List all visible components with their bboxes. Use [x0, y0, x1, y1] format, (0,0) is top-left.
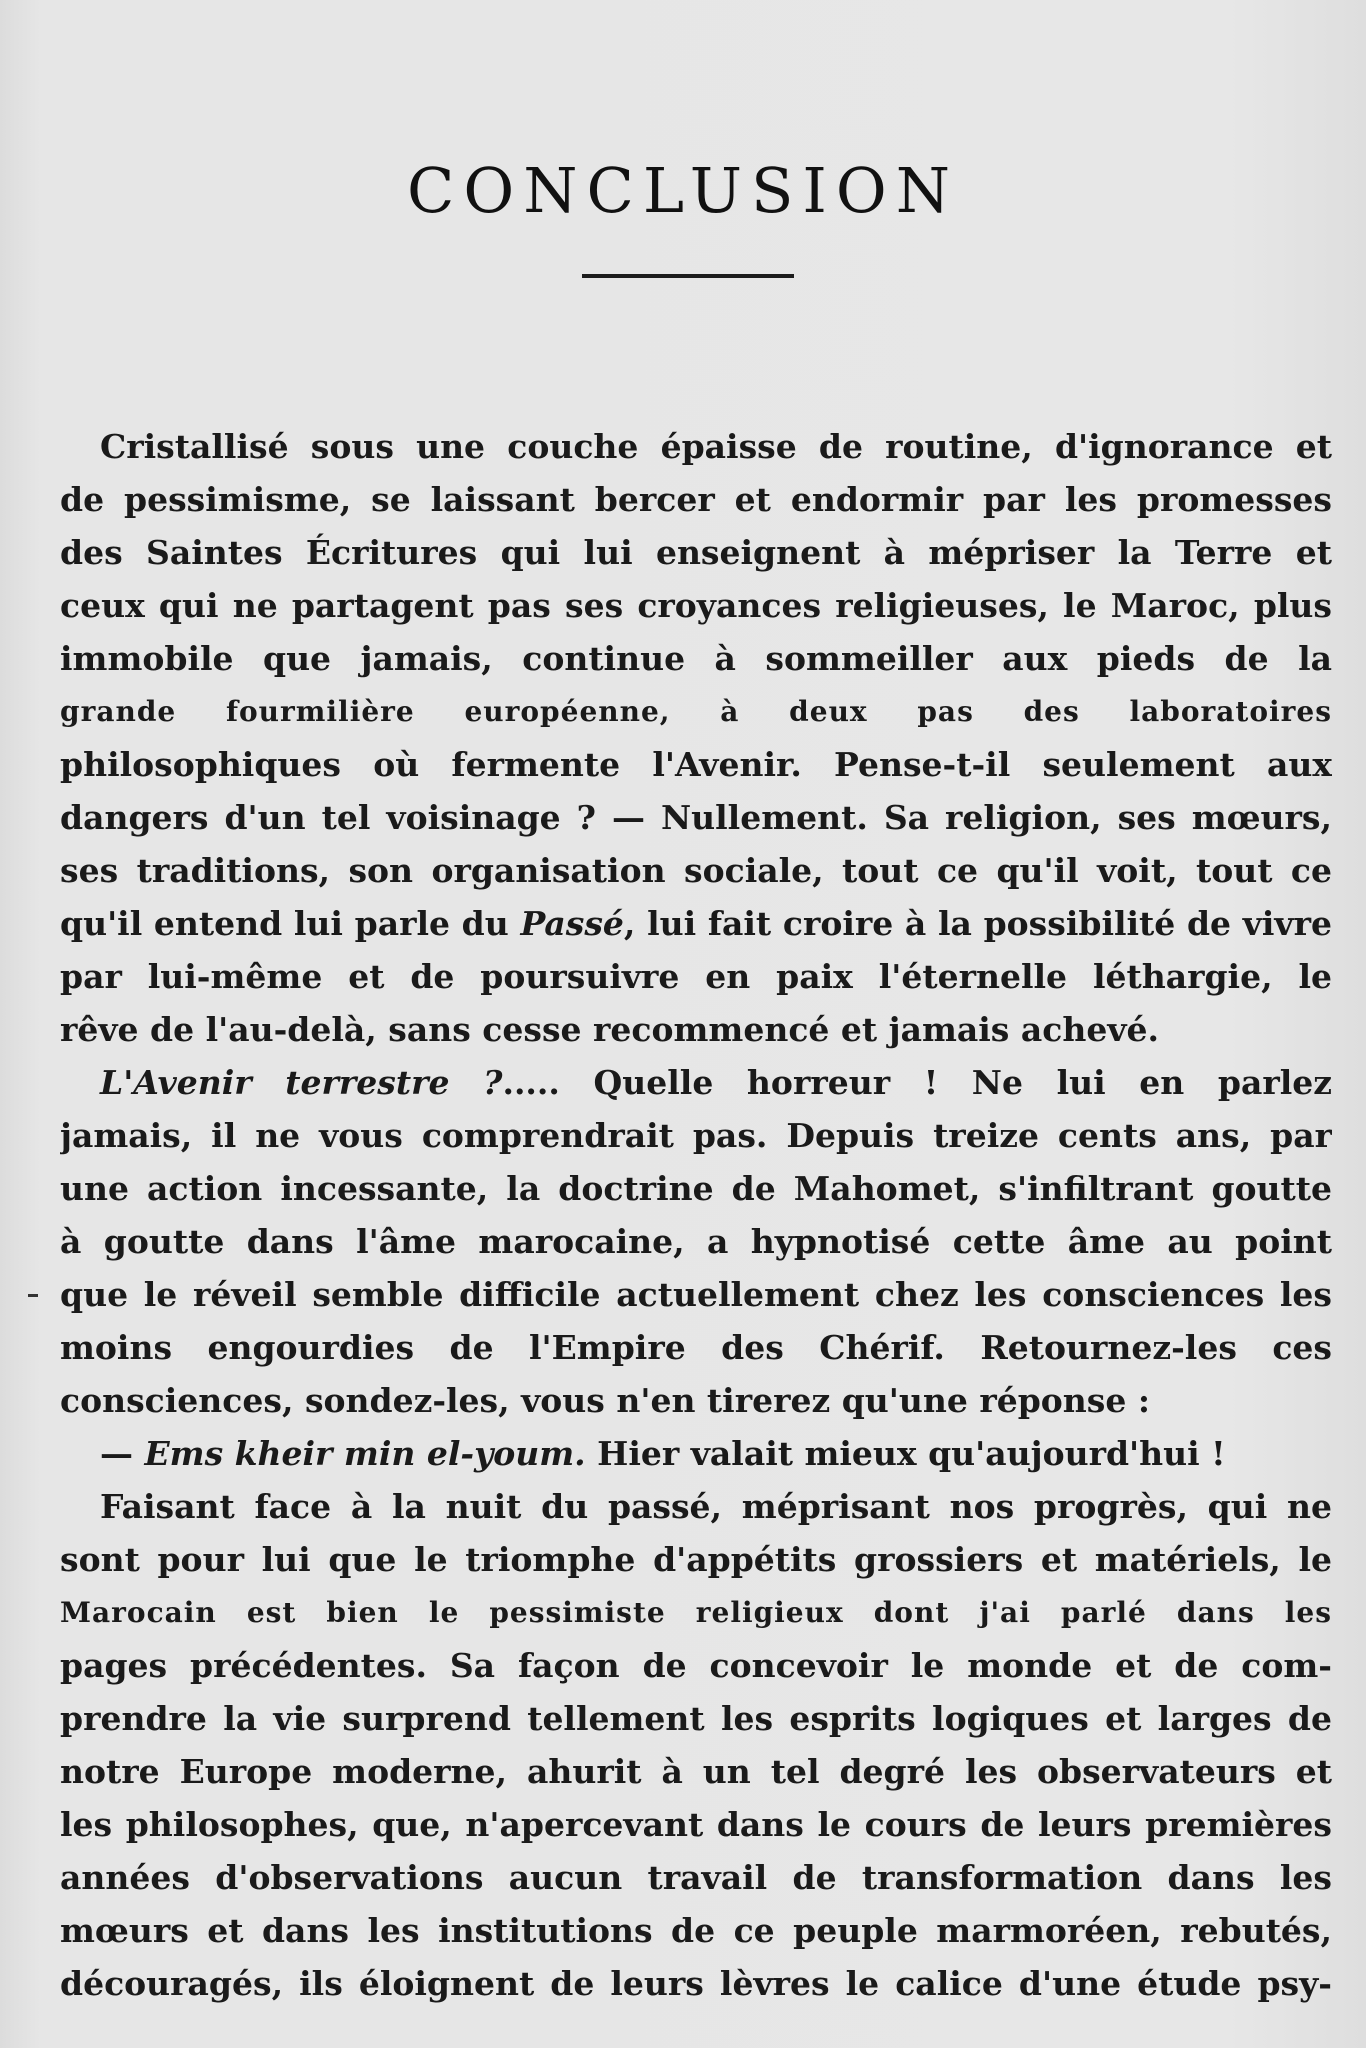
text-line [60, 473, 1332, 526]
text-run: découragés, ils éloignent de leurs lèvres le calice d'une étude psy- [60, 1964, 1332, 2003]
text-run: qu'il entend lui parle du [60, 904, 521, 943]
text-run: — [100, 1434, 145, 1473]
text-line [60, 1533, 1332, 1586]
text-run: rêve de l'au-delà, sans cesse recommencé et jamais achevé. [60, 1010, 1159, 1049]
text-line [60, 1427, 1332, 1480]
text-run: moins engourdies de l'Empire des Chérif. Retournez-les ces [60, 1328, 1332, 1367]
title-rule [582, 274, 794, 278]
text-line [60, 632, 1332, 685]
text-run: , lui fait croire à la possibilité de vivre [623, 904, 1332, 943]
text-line [60, 1109, 1332, 1162]
text-run: notre Europe moderne, ahurit à un tel degré les observateurs et [60, 1752, 1332, 1791]
page-title: CONCLUSION [406, 153, 960, 227]
text-run: Faisant face à la nuit du passé, méprisant nos progrès, qui ne [100, 1487, 1332, 1526]
text-run: ..... Quelle horreur ! Ne lui en parlez [502, 1063, 1332, 1102]
text-line [60, 1003, 1332, 1056]
text-line [60, 791, 1332, 844]
text-line [60, 1215, 1332, 1268]
text-run: des Saintes Écritures qui lui enseignent à mépriser la Terre et [60, 533, 1332, 572]
text-line [60, 844, 1332, 897]
text-line [60, 526, 1332, 579]
italic-text: Passé [520, 904, 624, 943]
text-line [60, 1162, 1332, 1215]
text-run: ses traditions, son organisation sociale, tout ce qu'il voit, tout ce [60, 851, 1332, 890]
text-run: années d'observations aucun travail de transformation dans les [60, 1858, 1332, 1897]
text-run: immobile que jamais, continue à sommeiller aux pieds de la [60, 639, 1332, 678]
text-run: les philosophes, que, n'apercevant dans le cours de leurs premières [60, 1805, 1332, 1844]
text-run: Marocain est bien le pessimiste religieux dont j'ai parlé dans les [60, 1596, 1332, 1629]
text-run: philosophiques où fermente l'Avenir. Pense-t-il seulement aux [60, 745, 1332, 784]
text-run: pages précédentes. Sa façon de concevoir le monde et de com- [60, 1646, 1332, 1685]
text-run: jamais, il ne vous comprendrait pas. Depuis treize cents ans, par [60, 1116, 1332, 1155]
text-run: ceux qui ne partagent pas ses croyances religieuses, le Maroc, plus [60, 586, 1332, 625]
text-line [60, 950, 1332, 1003]
text-run: que le réveil semble difficile actuellement chez les consciences les [60, 1275, 1332, 1314]
paragraph [60, 420, 1332, 1056]
text-line [60, 685, 1332, 738]
text-line [60, 1268, 1332, 1321]
text-line [60, 1639, 1332, 1692]
text-line [60, 1798, 1332, 1851]
text-line [60, 738, 1332, 791]
text-line [60, 1692, 1332, 1745]
text-line [60, 1056, 1332, 1109]
paragraph [60, 1056, 1332, 1427]
italic-text: L'Avenir terrestre ? [100, 1063, 503, 1102]
text-line [60, 1480, 1332, 1533]
text-line [60, 1374, 1332, 1427]
text-run: une action incessante, la doctrine de Mahomet, s'infiltrant goutte [60, 1169, 1332, 1208]
paragraph [60, 1480, 1332, 2010]
text-line [60, 1586, 1332, 1639]
text-run: sont pour lui que le triomphe d'appétits grossiers et matériels, le [60, 1540, 1332, 1579]
text-line [60, 1745, 1332, 1798]
text-run: Cristallisé sous une couche épaisse de routine, d'ignorance et [100, 427, 1332, 466]
text-run: à goutte dans l'âme marocaine, a hypnotisé cette âme au point [60, 1222, 1332, 1261]
text-line [60, 420, 1332, 473]
text-line [60, 1321, 1332, 1374]
text-run: Hier valait mieux qu'aujourd'hui ! [585, 1434, 1226, 1473]
text-run: consciences, sondez-les, vous n'en tirerez qu'une réponse : [60, 1381, 1151, 1420]
text-line [60, 897, 1332, 950]
paragraph [60, 1427, 1332, 1480]
margin-mark [28, 1294, 38, 1297]
text-line [60, 1904, 1332, 1957]
text-run: dangers d'un tel voisinage ? — Nullement. Sa religion, ses mœurs, [60, 798, 1332, 837]
body-text [60, 420, 1332, 2010]
text-line [60, 579, 1332, 632]
text-run: par lui-même et de poursuivre en paix l'éternelle léthargie, le [60, 957, 1332, 996]
text-run: de pessimisme, se laissant bercer et endormir par les promesses [60, 480, 1332, 519]
text-run: grande fourmilière européenne, à deux pas des laboratoires [60, 695, 1332, 728]
italic-text: Ems kheir min el-youm. [144, 1434, 586, 1473]
text-run: mœurs et dans les institutions de ce peuple marmoréen, rebutés, [60, 1911, 1332, 1950]
text-line [60, 1851, 1332, 1904]
text-run: prendre la vie surprend tellement les esprits logiques et larges de [60, 1699, 1332, 1738]
text-line [60, 1957, 1332, 2010]
